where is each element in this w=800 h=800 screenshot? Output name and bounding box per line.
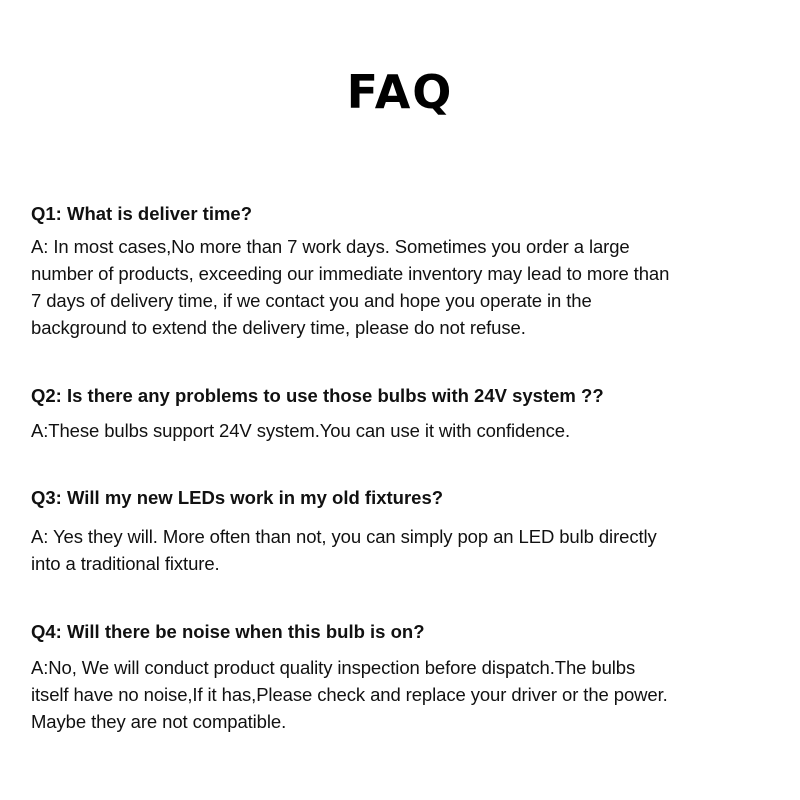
faq-answer-line: number of products, exceeding our immediate inventory may lead to more than xyxy=(31,263,670,284)
faq-answer-line: A: In most cases,No more than 7 work days. Sometimes you order a large xyxy=(31,236,630,257)
faq-item xyxy=(31,486,776,577)
faq-question: Q3: Will my new LEDs work in my old fixtures? xyxy=(31,487,444,508)
faq-answer-line: itself have no noise,If it has,Please check and replace your driver or the power. xyxy=(31,684,668,705)
faq-question: Q1: What is deliver time? xyxy=(31,203,253,224)
faq-item xyxy=(31,384,776,444)
faq-answer-line: A:These bulbs support 24V system.You can use it with confidence. xyxy=(31,420,570,441)
faq-answer xyxy=(31,654,776,735)
faq-item xyxy=(31,202,776,341)
faq-question: Q2: Is there any problems to use those bulbs with 24V system ?? xyxy=(31,385,604,406)
faq-answer-line: background to extend the delivery time, please do not refuse. xyxy=(31,317,526,338)
faq-answer-line: Maybe they are not compatible. xyxy=(31,711,287,732)
faq-answer xyxy=(31,233,776,341)
faq-answer-line: into a traditional fixture. xyxy=(31,553,220,574)
faq-item xyxy=(31,620,776,735)
page-title: FAQ xyxy=(346,65,454,119)
faq-answer-line: 7 days of delivery time, if we contact you and hope you operate in the xyxy=(31,290,592,311)
faq-answer-line: A: Yes they will. More often than not, you can simply pop an LED bulb directly xyxy=(31,526,657,547)
faq-answer xyxy=(31,523,776,577)
faq-answer-line: A:No, We will conduct product quality inspection before dispatch.The bulbs xyxy=(31,657,636,678)
faq-question: Q4: Will there be noise when this bulb is on? xyxy=(31,621,425,642)
faq-answer xyxy=(31,417,776,444)
